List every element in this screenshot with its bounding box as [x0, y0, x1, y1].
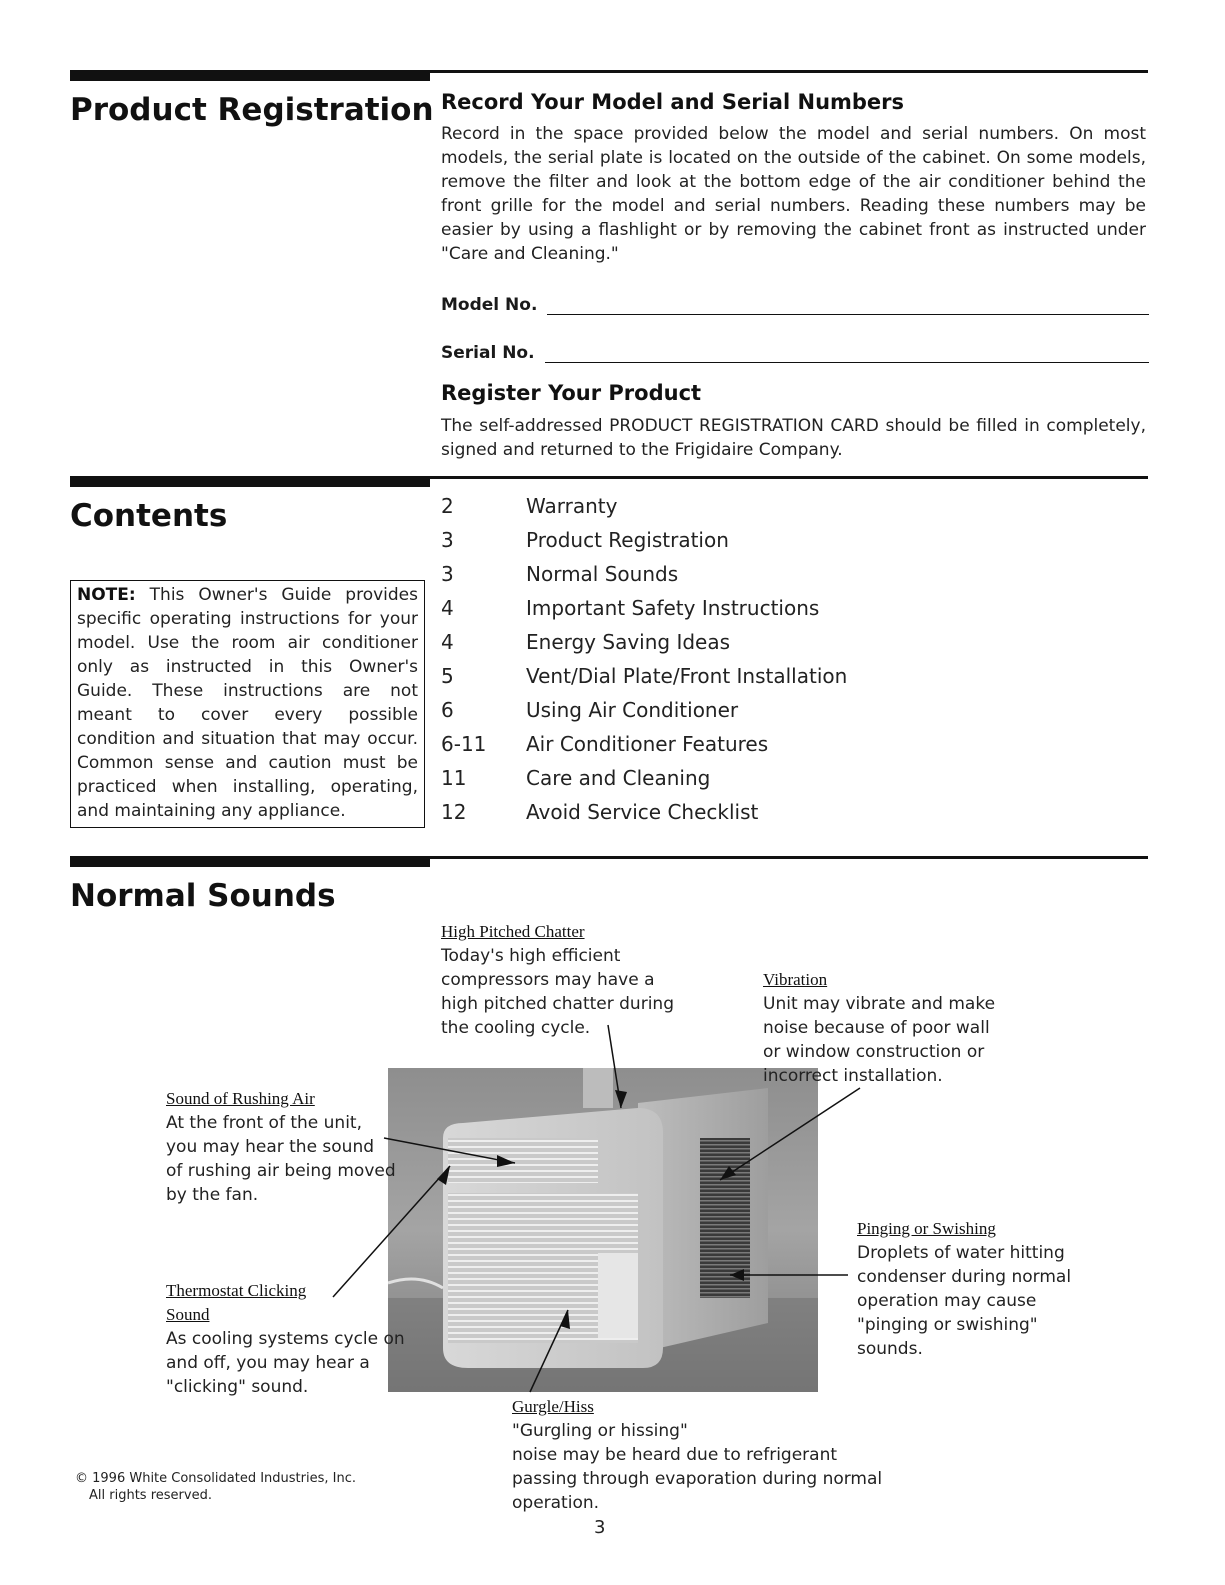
copyright-notice	[75, 1470, 356, 1504]
callout-rushing-air	[166, 1087, 396, 1207]
callout-line: "pinging or swishing"	[857, 1315, 1038, 1335]
callout-heading: High Pitched Chatter	[441, 922, 585, 941]
callout-line: of rushing air being moved	[166, 1161, 396, 1181]
note-label: NOTE:	[77, 585, 136, 605]
contents-title: Contents	[70, 498, 228, 534]
toc-label: Vent/Dial Plate/Front Installation	[526, 664, 848, 688]
toc-page-number: 2	[441, 494, 454, 518]
toc-page-number: 4	[441, 630, 454, 654]
callout-line: by the fan.	[166, 1185, 259, 1205]
callout-line: or window construction or	[763, 1042, 985, 1062]
toc-label: Avoid Service Checklist	[526, 800, 759, 824]
toc-page-number: 3	[441, 562, 454, 586]
callout-line: compressors may have a	[441, 970, 655, 990]
callout-line: "clicking" sound.	[166, 1377, 309, 1397]
callout-heading: Vibration	[763, 970, 828, 989]
toc-label: Product Registration	[526, 528, 729, 552]
callout-thermostat-clicking	[166, 1279, 405, 1399]
toc-label: Care and Cleaning	[526, 766, 711, 790]
toc-page-number: 11	[441, 766, 467, 790]
toc-page-number: 3	[441, 528, 454, 552]
callout-line: Droplets of water hitting	[857, 1243, 1065, 1263]
toc-page-number: 4	[441, 596, 454, 620]
callout-line: As cooling systems cycle on	[166, 1329, 405, 1349]
record-numbers-text: Record in the space provided below the model and serial numbers. On most models, the serial plate is located on the outside of the cabinet. On some models, remove the filter and look at the bottom edge of the air conditioner behind the front grille for the model and serial numbers. Reading these numbers may be easier by using a flashlight or by removing the cabinet front as instructed under "Care and Cleaning."	[441, 124, 1146, 264]
page-number: 3	[594, 1517, 606, 1538]
callout-heading: Gurgle/Hiss	[512, 1397, 594, 1416]
toc-label: Air Conditioner Features	[526, 732, 769, 756]
callout-line: "Gurgling or hissing"	[512, 1421, 688, 1441]
callout-heading: Thermostat Clicking	[166, 1281, 307, 1300]
product-registration-title: Product Registration	[70, 92, 434, 128]
toc-label: Energy Saving Ideas	[526, 630, 731, 654]
rights-line: All rights reserved.	[89, 1488, 212, 1503]
callout-line: noise because of poor wall	[763, 1018, 990, 1038]
callout-line: At the front of the unit,	[166, 1113, 362, 1133]
copyright-line: © 1996 White Consolidated Industries, Inc.	[75, 1471, 356, 1486]
callout-line: noise may be heard due to refrigerant	[512, 1445, 838, 1465]
callout-vibration	[763, 968, 995, 1088]
toc-label: Important Safety Instructions	[526, 596, 820, 620]
toc-page-number: 12	[441, 800, 467, 824]
callout-heading: Sound	[166, 1305, 210, 1324]
callout-line: sounds.	[857, 1339, 923, 1359]
record-numbers-heading: Record Your Model and Serial Numbers	[441, 90, 905, 114]
callout-line: operation may cause	[857, 1291, 1037, 1311]
callout-line: the cooling cycle.	[441, 1018, 591, 1038]
callout-line: passing through evaporation during normal	[512, 1469, 883, 1489]
callout-line: Unit may vibrate and make	[763, 994, 996, 1014]
register-product-heading: Register Your Product	[441, 381, 702, 405]
register-product-text: The self-addressed PRODUCT REGISTRATION CARD should be filled in completely, signed and returned to the Frigidaire Company.	[441, 416, 1146, 460]
toc-label: Warranty	[526, 494, 618, 518]
model-number-label: Model No.	[441, 295, 538, 315]
callout-line: condenser during normal	[857, 1267, 1072, 1287]
callout-line: Today's high efficient	[441, 946, 621, 966]
toc-label: Using Air Conditioner	[526, 698, 739, 722]
toc-label: Normal Sounds	[526, 562, 679, 586]
callout-line: operation.	[512, 1493, 600, 1513]
callout-line: you may hear the sound	[166, 1137, 375, 1157]
toc-page-number: 6	[441, 698, 454, 722]
toc-page-number: 6-11	[441, 732, 487, 756]
toc-page-number: 5	[441, 664, 454, 688]
normal-sounds-title: Normal Sounds	[70, 878, 336, 914]
serial-number-label: Serial No.	[441, 343, 535, 363]
callout-heading: Pinging or Swishing	[857, 1219, 996, 1238]
callout-heading: Sound of Rushing Air	[166, 1089, 315, 1108]
callout-line: and off, you may hear a	[166, 1353, 370, 1373]
callout-line: incorrect installation.	[763, 1066, 943, 1086]
callout-line: high pitched chatter during	[441, 994, 674, 1014]
note-text: This Owner's Guide provides specific operating instructions for your model. Use the room air conditioner only as instructed in this Owner's Guide. These instructions are not meant to cover every possible condition and situation that may occur. Common sense and caution must be practiced when installing, operating, and maintaining any appliance.	[77, 585, 419, 821]
callout-gurgle-hiss	[512, 1395, 882, 1515]
callout-high-pitched-chatter	[441, 920, 674, 1040]
callout-pinging-swishing	[857, 1217, 1071, 1361]
